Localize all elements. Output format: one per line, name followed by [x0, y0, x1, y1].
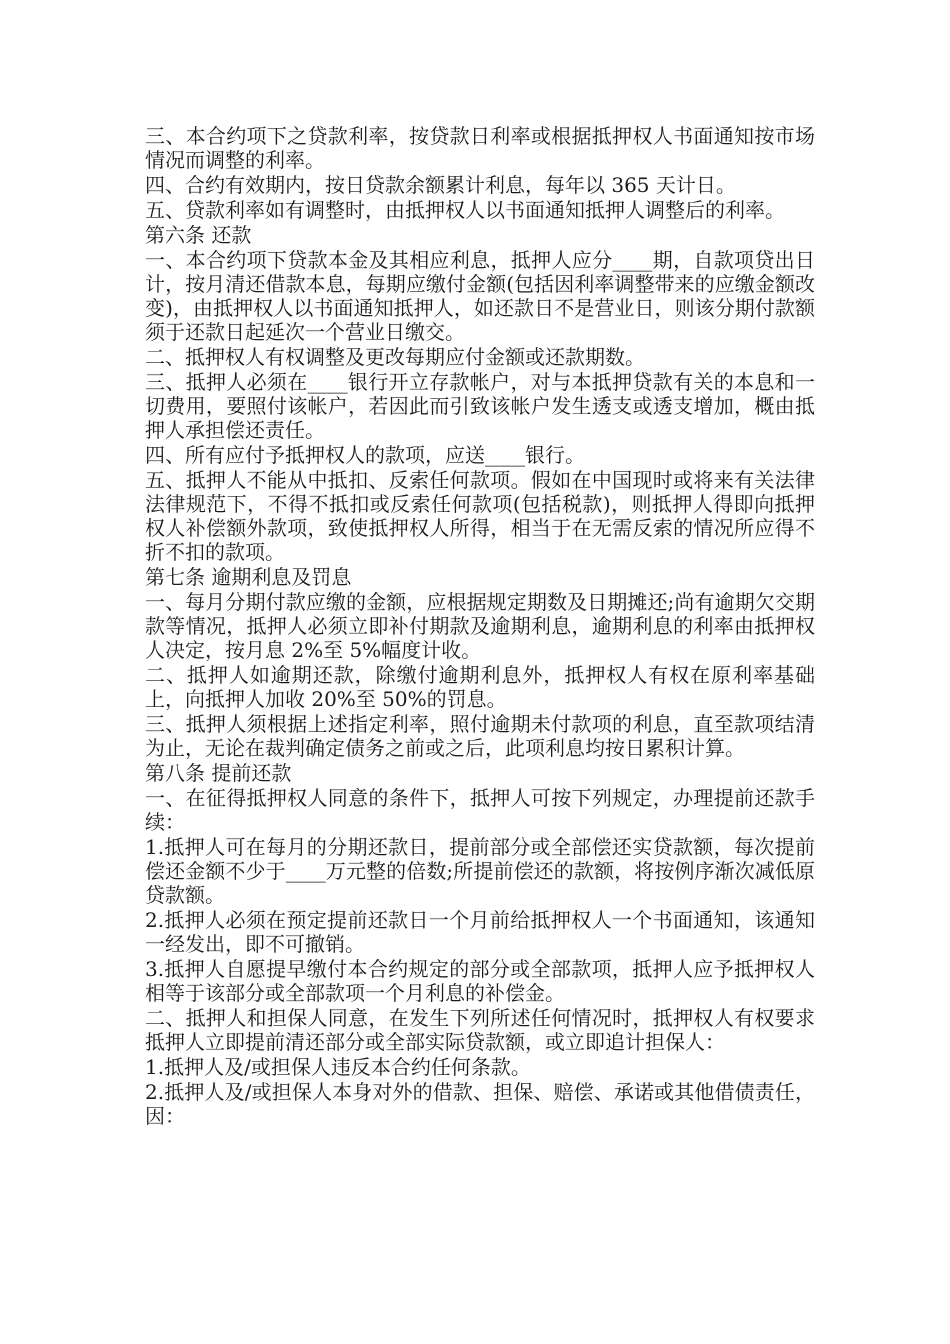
article-8-heading: 第八条 提前还款 — [145, 761, 292, 785]
document-page — [145, 124, 815, 1129]
article-6-clause-3: 三、抵押人必须在____银行开立存款帐户，对与本抵押贷款有关的本息和一切费用，要照付该帐户，若因此而引致该帐户发生透支或透支增加，概由抵押人承担偿还责任。 — [145, 370, 815, 442]
article-8-item-1: 1.抵押人可在每月的分期还款日，提前部分或全部偿还实贷款额，每次提前偿还金额不少于____万元整的倍数;所提前偿还的款额，将按例序渐次减低原贷款额。 — [145, 835, 815, 907]
article-6-heading: 第六条 还款 — [145, 223, 252, 247]
article-8-clause-1: 一、在征得抵押权人同意的条件下，抵押人可按下列规定，办理提前还款手续： — [145, 786, 815, 834]
article-6-clause-4: 四、所有应付予抵押权人的款项，应送____银行。 — [145, 443, 585, 467]
clause-3-interest-rate: 三、本合约项下之贷款利率，按贷款日利率或根据抵押权人书面通知按市场情况而调整的利率。 — [145, 124, 815, 172]
article-8-clause-2-item-1: 1.抵押人及/或担保人违反本合约任何条款。 — [145, 1055, 531, 1079]
article-8-item-2: 2.抵押人必须在预定提前还款日一个月前给抵押权人一个书面通知，该通知一经发出，即不可撤销。 — [145, 908, 815, 956]
clause-4-interest-calculation: 四、合约有效期内，按日贷款余额累计利息，每年以 365 天计日。 — [145, 173, 736, 197]
clause-5-rate-adjustment: 五、贷款利率如有调整时，由抵押权人以书面通知抵押人调整后的利率。 — [145, 198, 785, 222]
article-7-heading: 第七条 逾期利息及罚息 — [145, 565, 352, 589]
article-8-clause-2: 二、抵押人和担保人同意，在发生下列所述任何情况时，抵押权人有权要求抵押人立即提前清还部分或全部实际贷款额，或立即追计担保人： — [145, 1006, 815, 1054]
article-8-item-3: 3.抵押人自愿提早缴付本合约规定的部分或全部款项，抵押人应予抵押权人相等于该部分或全部款项一个月利息的补偿金。 — [145, 957, 815, 1005]
article-8-clause-2-item-2: 2.抵押人及/或担保人本身对外的借款、担保、赔偿、承诺或其他借债责任，因： — [145, 1080, 815, 1128]
article-6-clause-5: 五、抵押人不能从中抵扣、反索任何款项。假如在中国现时或将来有关法律法律规范下，不得不抵扣或反索任何款项(包括税款)，则抵押人得即向抵押权人补偿额外款项，致使抵押权人所得，相当于在无需反索的情况所应得不折不扣的款项。 — [145, 468, 815, 564]
article-7-clause-1: 一、每月分期付款应缴的金额，应根据规定期数及日期摊还;尚有逾期欠交期款等情况，抵押人必须立即补付期款及逾期利息，逾期利息的利率由抵押权人决定，按月息 2%至 5%幅度计收。 — [145, 590, 815, 662]
article-7-clause-2: 二、抵押人如逾期还款，除缴付逾期利息外，抵押权人有权在原利率基础上，向抵押人加收 20%至 50%的罚息。 — [145, 663, 815, 711]
article-6-clause-1: 一、本合约项下贷款本金及其相应利息，抵押人应分____期，自款项贷出日计，按月清还借款本息，每期应缴付金额(包括因利率调整带来的应缴金额改变)，由抵押权人以书面通知抵押人，如还款日不是营业日，则该分期付款额须于还款日起延次一个营业日缴交。 — [145, 248, 815, 344]
article-6-clause-2: 二、抵押权人有权调整及更改每期应付金额或还款期数。 — [145, 345, 645, 369]
article-7-clause-3: 三、抵押人须根据上述指定利率，照付逾期未付款项的利息，直至款项结清为止，无论在裁判确定债务之前或之后，此项利息均按日累积计算。 — [145, 712, 815, 760]
